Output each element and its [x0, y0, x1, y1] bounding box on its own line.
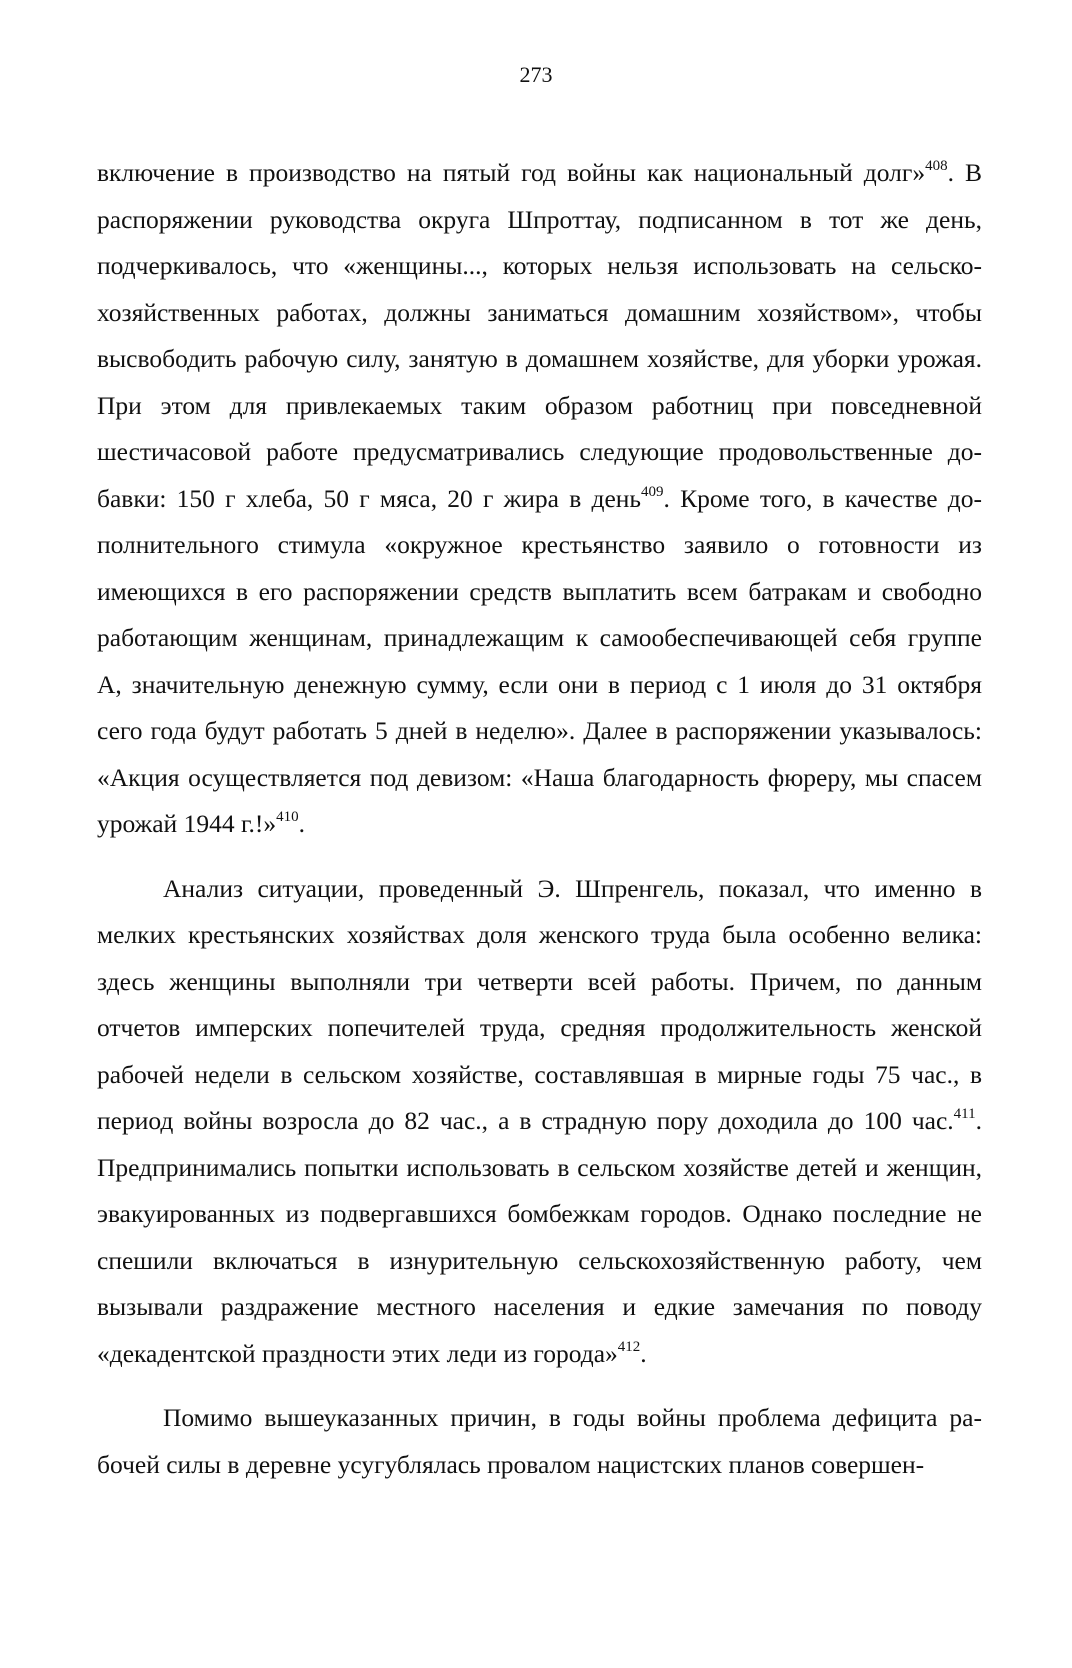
paragraph-2 — [97, 866, 982, 1378]
text-run: Помимо вышеуказанных причин, в годы войны проблема дефицита рабочей силы в деревне усугублялась провалом нацистских планов совершен- — [97, 1403, 982, 1479]
text-run: . — [640, 1338, 647, 1368]
paragraph-1 — [97, 150, 982, 848]
text-run: Анализ ситуации, проведенный Э. Шпренгель, показал, что именно в мелких крестьянских хозяйствах доля женского труда была особенно велика: здесь женщины выполняли три четверти всей работы. Причем, по данным отчетов имперских попечителей труда, средняя продолжительность женской рабочей недели в сельском хозяйстве, составлявшая в мирные годы 75 час., в период войны возросла до 82 час., а в страдную пору доходила до 100 час. — [97, 873, 982, 1135]
footnote-ref: 409 — [641, 483, 664, 500]
footnote-ref: 410 — [276, 809, 299, 825]
text-run: включение в производство на пятый год войны как национальный долг» — [97, 158, 926, 187]
page-number: 273 — [519, 62, 553, 87]
paragraph-3 — [97, 1395, 982, 1488]
footnote-ref: 412 — [617, 1338, 641, 1355]
text-run: . В распоряжении руководства округа Шпроттау, подписанном в тот же день, подчеркивалось, что «женщины..., которых нельзя использовать на сельскохозяйственных работах, должны заниматься домашним хозяйством», чтобы высвободить рабочую силу, занятую в домашнем хозяйстве, для уборки урожая. При этом для привлекаемых таким образом работниц при повседневной шестичасовой работе предусматривались следующие продовольственные добавки: 150 г хлеба, 50 г мяса, 20 г жира в день — [97, 158, 982, 513]
footnote-ref: 408 — [925, 158, 948, 174]
footnote-ref: 411 — [953, 1106, 976, 1122]
text-run: . Предпринимались попытки использовать в сельском хозяйстве детей и женщин, эвакуированных из подвергавшихся бомбежкам городов. Однако последние не спешили включаться в изнурительную сельскохозяйственную работу, чем вызывали раздражение местного населения и едкие замечания по поводу «декадентской праздности этих леди из города» — [97, 1106, 982, 1368]
body-text — [97, 150, 982, 1488]
text-run: . Кроме того, в качестве дополнительного стимула «окружное крестьянство заявило о готовности из имеющихся в его распоряжении средств выплатить всем батракам и свободно работающим женщинам, принадлежащим к самообеспечивающей себя группе А, значительную денежную сумму, если они в период с 1 июля до 31 октября сего года будут работать 5 дней в неделю». Далее в распоряжении указывалось: «Акция осуществляется под девизом: «Наша благодарность фюреру, мы спасем урожай 1944 г.!» — [97, 483, 982, 838]
text-run: . — [298, 809, 306, 838]
